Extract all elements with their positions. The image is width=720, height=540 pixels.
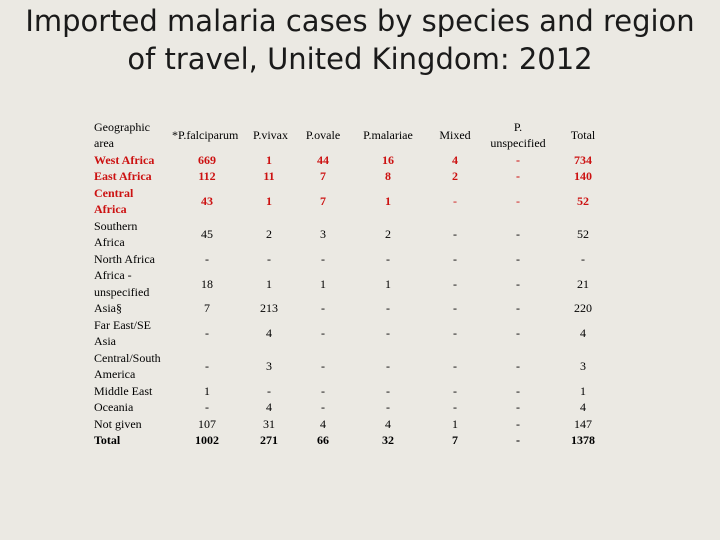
cell-east-africa-mixed: 2	[452, 169, 458, 183]
cell-north-africa-ovale: -	[321, 252, 325, 266]
header-unspecified-line-1: P.	[513, 120, 523, 134]
cell-north-africa-mixed: -	[453, 252, 457, 266]
region-label-far-east-2: Asia	[94, 334, 116, 348]
cell-central-south-am-mixed: -	[453, 359, 457, 373]
cell-asia-total: 220	[574, 301, 592, 315]
cell-west-africa-malariae: 16	[382, 153, 394, 167]
cell-oceania-malariae: -	[386, 400, 390, 414]
cell-total-vivax: 271	[260, 433, 278, 447]
region-label-far-east-1: Far East/SE	[94, 318, 151, 332]
cell-oceania-vivax: 4	[266, 400, 272, 414]
title-line-2: of travel, United Kingdom: 2012	[127, 42, 593, 76]
cell-central-africa-unspec: -	[516, 194, 520, 208]
cell-middle-east-mixed: -	[453, 384, 457, 398]
cell-north-africa-vivax: -	[267, 252, 271, 266]
cell-central-south-am-falciparum: -	[205, 359, 209, 373]
cell-far-east-mixed: -	[453, 326, 457, 340]
cell-far-east-unspec: -	[516, 326, 520, 340]
cell-total-unspec: -	[516, 433, 520, 447]
cell-east-africa-unspec: -	[516, 169, 520, 183]
cell-middle-east-falciparum: 1	[204, 384, 210, 398]
header-malariae: P.malariae	[363, 128, 413, 142]
cell-east-africa-malariae: 8	[385, 169, 391, 183]
cell-central-south-am-malariae: -	[386, 359, 390, 373]
cell-central-south-am-ovale: -	[321, 359, 325, 373]
region-label-west-africa: West Africa	[94, 153, 155, 167]
cell-total-total: 1378	[571, 433, 595, 447]
cell-east-africa-falciparum: 112	[198, 169, 216, 183]
cell-oceania-ovale: -	[321, 400, 325, 414]
cell-asia-malariae: -	[386, 301, 390, 315]
region-label-central-africa-2: Africa	[94, 202, 127, 216]
cell-asia-unspec: -	[516, 301, 520, 315]
region-label-southern-africa-2: Africa	[94, 235, 125, 249]
cell-north-africa-malariae: -	[386, 252, 390, 266]
region-label-asia: Asia§	[94, 301, 122, 315]
cell-central-africa-falciparum: 43	[201, 194, 213, 208]
cell-africa-unspec-total: 21	[577, 277, 589, 291]
cell-not-given-total: 147	[574, 417, 592, 431]
cell-east-africa-vivax: 11	[263, 169, 275, 183]
cell-not-given-vivax: 31	[263, 417, 275, 431]
cell-oceania-unspec: -	[516, 400, 520, 414]
header-falciparum: *P.falciparum	[172, 128, 239, 142]
cell-west-africa-mixed: 4	[452, 153, 458, 167]
cell-north-africa-unspec: -	[516, 252, 520, 266]
region-label-africa-unspec-2: unspecified	[94, 285, 150, 299]
cell-not-given-falciparum: 107	[198, 417, 216, 431]
cell-far-east-falciparum: -	[205, 326, 209, 340]
region-label-east-africa: East Africa	[94, 169, 152, 183]
cell-africa-unspec-ovale: 1	[320, 277, 326, 291]
cell-southern-africa-unspec: -	[516, 227, 520, 241]
header-total: Total	[570, 128, 596, 142]
cell-oceania-mixed: -	[453, 400, 457, 414]
cell-central-africa-ovale: 7	[320, 194, 326, 208]
cell-middle-east-unspec: -	[516, 384, 520, 398]
cell-middle-east-total: 1	[580, 384, 586, 398]
header-unspecified-line-2: unspecified	[490, 136, 546, 150]
cell-africa-unspec-falciparum: 18	[201, 277, 213, 291]
cell-central-africa-total: 52	[577, 194, 589, 208]
cell-central-south-am-total: 3	[580, 359, 586, 373]
cell-middle-east-malariae: -	[386, 384, 390, 398]
cell-central-africa-malariae: 1	[385, 194, 391, 208]
region-label-central-south-am-2: America	[94, 367, 136, 381]
cell-oceania-falciparum: -	[205, 400, 209, 414]
cell-southern-africa-total: 52	[577, 227, 589, 241]
cell-west-africa-total: 734	[574, 153, 592, 167]
cell-central-south-am-vivax: 3	[266, 359, 272, 373]
cell-asia-ovale: -	[321, 301, 325, 315]
cell-east-africa-total: 140	[574, 169, 592, 183]
cell-not-given-ovale: 4	[320, 417, 326, 431]
cell-southern-africa-malariae: 2	[385, 227, 391, 241]
cell-west-africa-falciparum: 669	[198, 153, 216, 167]
region-label-total: Total	[94, 433, 121, 447]
header-area-line-2: area	[94, 136, 114, 150]
cell-asia-vivax: 213	[260, 301, 278, 315]
cell-southern-africa-mixed: -	[453, 227, 457, 241]
cell-middle-east-vivax: -	[267, 384, 271, 398]
region-label-central-africa-1: Central	[94, 186, 134, 200]
region-label-southern-africa-1: Southern	[94, 219, 138, 233]
cell-africa-unspec-malariae: 1	[385, 277, 391, 291]
cell-far-east-vivax: 4	[266, 326, 272, 340]
cell-west-africa-ovale: 44	[317, 153, 329, 167]
cell-far-east-ovale: -	[321, 326, 325, 340]
cell-west-africa-unspec: -	[516, 153, 520, 167]
slide-title	[0, 2, 720, 78]
cell-far-east-malariae: -	[386, 326, 390, 340]
cell-north-africa-falciparum: -	[205, 252, 209, 266]
cell-central-south-am-unspec: -	[516, 359, 520, 373]
cell-total-ovale: 66	[317, 433, 329, 447]
cell-southern-africa-falciparum: 45	[201, 227, 213, 241]
cell-not-given-malariae: 4	[385, 417, 391, 431]
cell-africa-unspec-mixed: -	[453, 277, 457, 291]
cell-asia-mixed: -	[453, 301, 457, 315]
cell-southern-africa-vivax: 2	[266, 227, 272, 241]
cell-southern-africa-ovale: 3	[320, 227, 326, 241]
cell-oceania-total: 4	[580, 400, 586, 414]
cell-africa-unspec-unspec: -	[516, 277, 520, 291]
cell-far-east-total: 4	[580, 326, 586, 340]
cell-middle-east-ovale: -	[321, 384, 325, 398]
cell-total-malariae: 32	[382, 433, 394, 447]
cell-central-africa-vivax: 1	[266, 194, 272, 208]
cell-east-africa-ovale: 7	[320, 169, 326, 183]
region-label-not-given: Not given	[94, 417, 142, 431]
cell-not-given-unspec: -	[516, 417, 520, 431]
cell-central-africa-mixed: -	[453, 194, 457, 208]
region-label-oceania: Oceania	[94, 400, 134, 414]
region-label-central-south-am-1: Central/South	[94, 351, 161, 365]
cell-asia-falciparum: 7	[204, 301, 210, 315]
title-line-1: Imported malaria cases by species and region	[25, 4, 695, 38]
cell-north-africa-total: -	[581, 252, 585, 266]
header-ovale: P.ovale	[305, 128, 341, 142]
header-vivax: P.vivax	[253, 128, 289, 142]
cell-west-africa-vivax: 1	[266, 153, 272, 167]
cell-not-given-mixed: 1	[452, 417, 458, 431]
header-area-line-1: Geographic	[94, 120, 150, 134]
region-label-africa-unspec-1: Africa -	[94, 268, 132, 282]
region-label-middle-east: Middle East	[94, 384, 153, 398]
cell-total-falciparum: 1002	[195, 433, 219, 447]
region-label-north-africa: North Africa	[94, 252, 155, 266]
header-mixed: Mixed	[439, 128, 471, 142]
cell-total-mixed: 7	[452, 433, 458, 447]
cell-africa-unspec-vivax: 1	[266, 277, 272, 291]
